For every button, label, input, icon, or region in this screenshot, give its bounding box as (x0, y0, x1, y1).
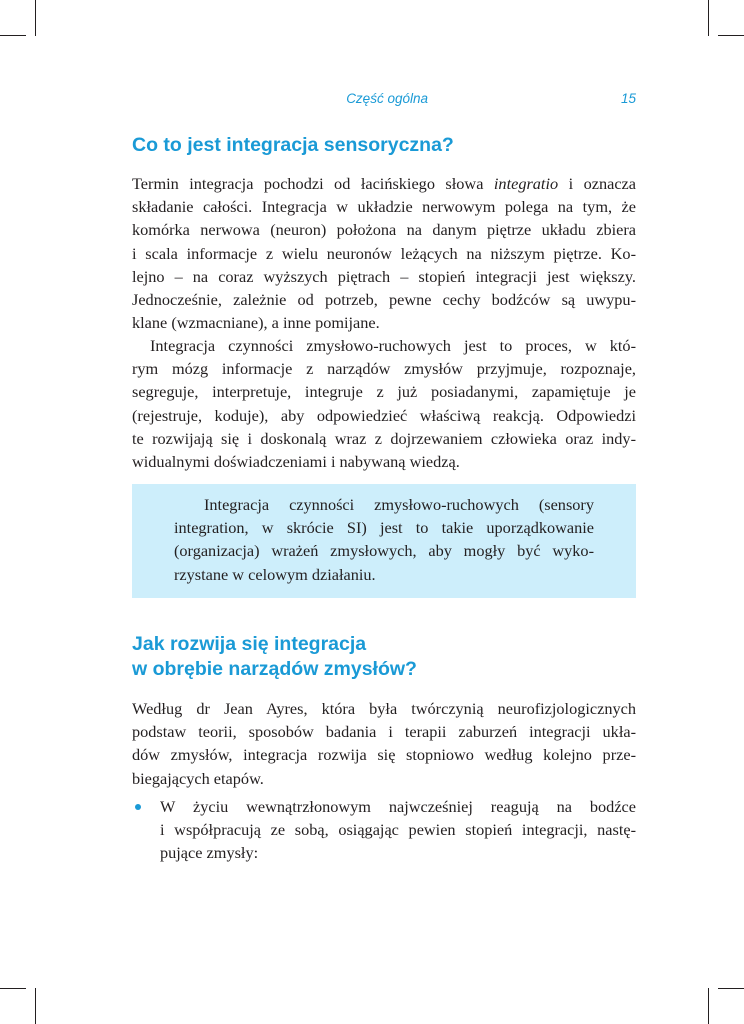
crop-mark (35, 988, 36, 1024)
text-line: i współpracują ze sobą, osiągając pewien stopień integracji, nastę- (160, 820, 636, 840)
text-line: składanie całości. Integracja w układzie nerwowym polega na tym, że (132, 197, 636, 217)
bullet-text (160, 795, 636, 865)
text-line: segreguje, interpretuje, integruje z już posiadanymi, zapamiętuje je (132, 382, 636, 402)
text-line: podstaw teorii, sposobów badania i terapii zaburzeń integracji ukła- (132, 722, 636, 742)
text-line: klane (wzmacniane), a inne pomijane. (132, 313, 380, 333)
text-line: dów zmysłów, integracja rozwija się stopniowo według kolejno prze- (132, 745, 636, 765)
heading-text: Co to jest integracja sensoryczna? (132, 134, 454, 156)
paragraph-process (132, 334, 636, 473)
text-line: pujące zmysły: (160, 843, 259, 863)
italic-term: integratio (493, 174, 559, 193)
crop-mark (35, 0, 36, 36)
text-line: Termin integracja pochodzi od łacińskiego słowa integratio i oznacza (132, 174, 637, 193)
definition-callout (132, 484, 636, 598)
crop-mark (708, 0, 709, 36)
text-line: biegających etapów. (132, 768, 264, 788)
text-line: (organizacja) wrażeń zmysłowych, aby mogły być wyko- (174, 541, 594, 561)
paragraph-ayres (132, 697, 636, 790)
text-line: te rozwijają się i doskonalą wraz z dojrzewaniem człowieka oraz indy- (132, 428, 636, 448)
text-line: integration, w skrócie SI) jest to takie uporządkowanie (174, 518, 594, 538)
crop-mark (718, 988, 744, 989)
text-line: rzystane w celowym działaniu. (174, 564, 376, 584)
paragraph-definition (132, 172, 636, 334)
crop-mark (708, 988, 709, 1024)
text-line: widualnymi doświadczeniami i nabywaną wiedzą. (132, 452, 460, 472)
text-line: Integracja czynności zmysłowo-ruchowych (sensory (204, 495, 594, 514)
callout-text (174, 493, 594, 586)
page-number: 15 (620, 91, 636, 106)
crop-mark (0, 988, 26, 989)
text-line: Jednocześnie, zależnie od potrzeb, pewne cechy bodźców są uwypu- (132, 290, 636, 310)
heading-line: Jak rozwija się integracja (132, 633, 367, 655)
text-line: Według dr Jean Ayres, która była twórczynią neurofizjologicznych (132, 699, 636, 718)
crop-mark (718, 35, 744, 36)
text-line: Integracja czynności zmysłowo-ruchowych jest to proces, w któ- (150, 336, 636, 355)
text-line: (rejestruje, koduje), aby odpowiedzieć właściwą reakcją. Odpowiedzi (132, 405, 636, 425)
crop-mark (0, 35, 26, 36)
text-line: lejno – na coraz wyższych piętrach – stopień integracji jest większy. (132, 266, 636, 286)
heading-development (132, 632, 652, 682)
text-line: i scala informacje z wielu neuronów leżących na niższym piętrze. Ko- (132, 243, 636, 263)
text-line: rym mózg informacje z narządów zmysłów przyjmuje, rozpoznaje, (132, 359, 636, 379)
section-title: Część ogólna (346, 91, 428, 106)
text-line: komórka nerwowa (neuron) położona na danym piętrze układu zbiera (132, 220, 636, 240)
heading-integration (132, 133, 652, 158)
heading-line: w obrębie narządów zmysłów? (132, 658, 417, 680)
text-line: W życiu wewnątrzłonowym najwcześniej reagują na bodźce (160, 797, 636, 816)
running-head (132, 91, 636, 109)
bullet-icon (135, 804, 141, 810)
